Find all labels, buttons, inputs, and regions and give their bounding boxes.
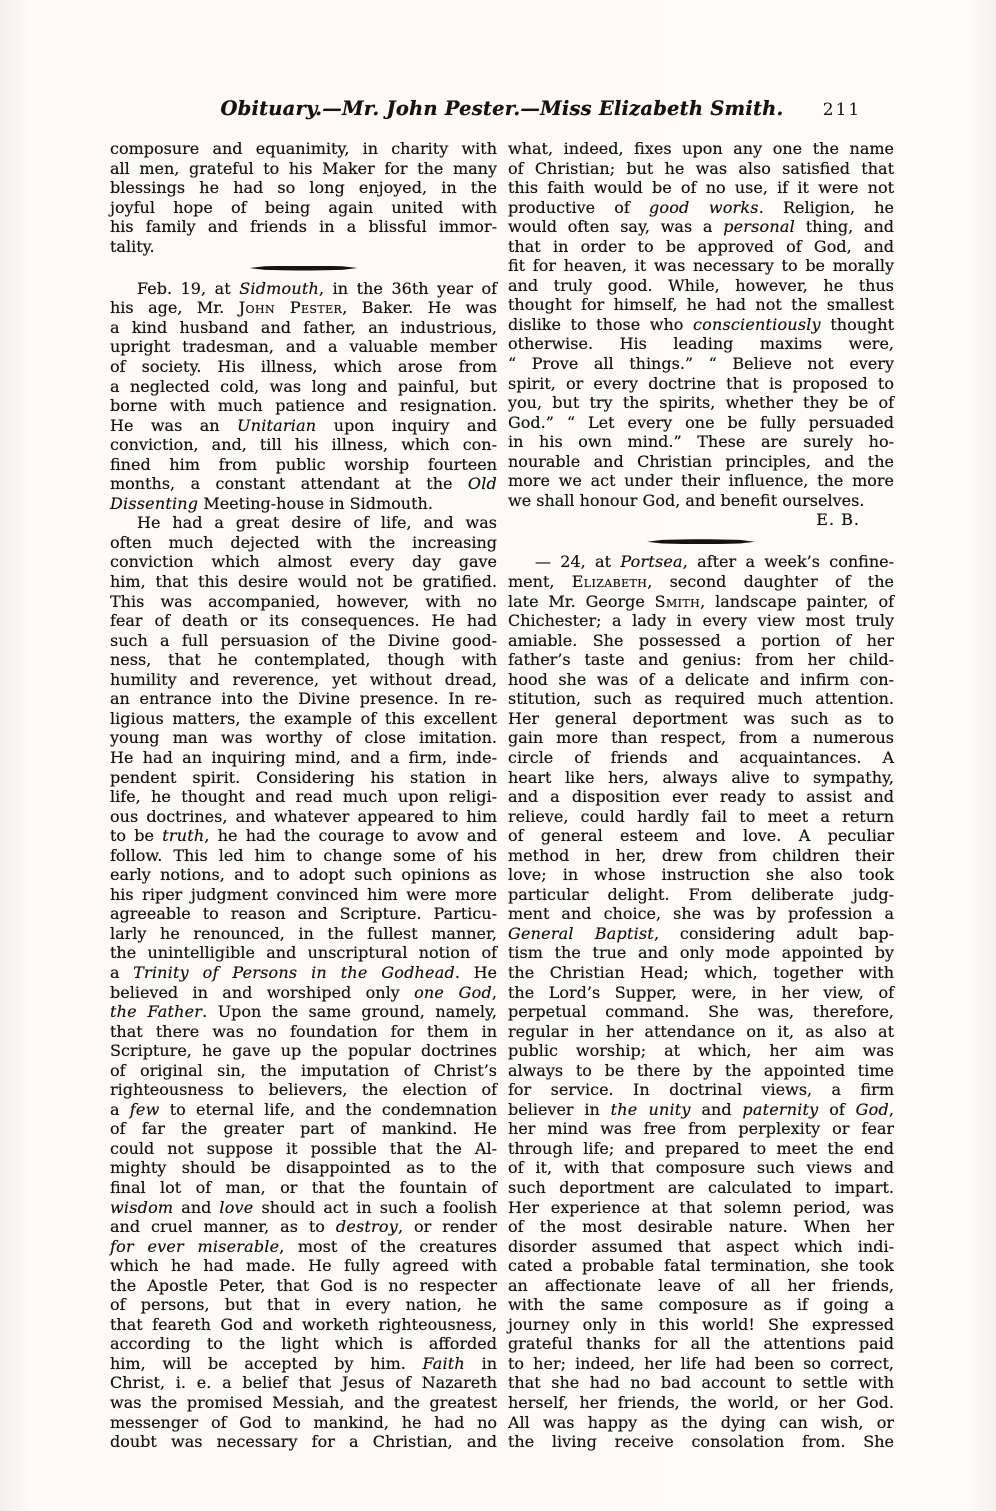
text-columns xyxy=(110,139,894,1452)
text-line: herself, her friends, the world, or her God. xyxy=(508,1393,894,1412)
text-line: relieve, could hardly fail to meet a return xyxy=(508,806,894,826)
text-line: perpetual command. She was, therefore, xyxy=(508,1002,894,1022)
text-line: early notions, and to adopt such opinions as xyxy=(110,865,497,885)
text-line: tality. xyxy=(110,236,155,256)
text-line: through life; and prepared to meet the end xyxy=(508,1138,894,1158)
text-line: Chichester; a lady in every view most truly xyxy=(508,611,894,631)
text-line: composure and equanimity, in charity with xyxy=(110,139,497,158)
text-line: months, a constant attendant at the Old xyxy=(110,474,497,494)
text-line: public worship; at which, her aim was xyxy=(508,1041,894,1061)
text-line: Her general deportment was such as to xyxy=(508,708,894,728)
text-line: pendent spirit. Considering his station in xyxy=(110,767,497,787)
text-line: Dissenting Meeting-house in Sidmouth. xyxy=(110,493,433,513)
text-line: believed in and worshiped only one God, xyxy=(110,982,497,1002)
divider-rule-icon xyxy=(647,539,755,544)
text-line: for ever miserable, most of the creatures xyxy=(110,1236,498,1256)
text-line: wisdom and love should act in such a foolish xyxy=(110,1197,497,1217)
text-line: you, but try the spirits, whether they be of xyxy=(508,393,894,413)
text-line: believer in the unity and paternity of God, xyxy=(508,1099,894,1119)
text-line: the living receive consolation from. She xyxy=(508,1432,894,1452)
text-line: Christ, i. e. a belief that Jesus of Nazareth xyxy=(110,1373,497,1393)
text-line: follow. This led him to change some of his xyxy=(110,845,497,865)
text-line: often much dejected with the increasing xyxy=(110,532,497,552)
text-line: All was happy as the dying can wish, or xyxy=(508,1412,894,1432)
text-line: with the same composure as if going a xyxy=(508,1295,894,1315)
text-line: General Baptist, considering adult bap- xyxy=(508,923,895,943)
text-line: according to the light which is afforded xyxy=(110,1334,497,1354)
text-line: of the most desirable nature. When her xyxy=(508,1217,894,1237)
text-line: fined him from public worship fourteen xyxy=(110,454,497,474)
text-line: late Mr. George Smith, landscape painter, of xyxy=(508,591,894,611)
text-line: agreeable to reason and Scripture. Particu- xyxy=(110,904,497,924)
text-line: young man was worthy of close imitation. xyxy=(110,728,497,748)
text-line: such a full persuasion of the Divine good- xyxy=(110,630,497,650)
text-line: of it, with that composure such views and xyxy=(508,1158,894,1178)
text-line: dislike to those who conscientiously thought xyxy=(508,314,894,334)
text-line: ligious matters, the example of this excellent xyxy=(110,708,497,728)
text-line: method in her, drew from children their xyxy=(508,845,894,865)
text-line: thought for himself, he had not the smallest xyxy=(508,295,894,315)
text-line: — 24, at Portsea, after a week’s confine- xyxy=(535,552,894,572)
text-line: a Trinity of Persons in the Godhead. He xyxy=(110,962,497,982)
text-line: Scripture, he gave up the popular doctrines xyxy=(110,1041,497,1061)
text-line: of Christian; but he was also satisfied that xyxy=(508,158,894,178)
text-line: her mind was free from perplexity or fear xyxy=(508,1119,894,1139)
text-line: this faith would be of no use, if it were not xyxy=(508,178,894,198)
text-line: to her; indeed, her life had been so correct, xyxy=(508,1353,894,1373)
text-line: He had a great desire of life, and was xyxy=(137,513,497,533)
text-line: productive of good works. Religion, he xyxy=(508,197,895,217)
text-line: was the promised Messiah, and the greatest xyxy=(110,1393,497,1412)
text-line: ous doctrines, and whatever appeared to him xyxy=(110,806,497,826)
column-right xyxy=(508,139,894,1452)
text-line: joyful hope of being again united with xyxy=(110,197,497,217)
text-line: of society. His illness, which arose from xyxy=(110,357,497,377)
text-line: an entrance into the Divine presence. In re- xyxy=(110,689,497,709)
text-line: amiable. She possessed a portion of her xyxy=(508,630,894,650)
text-line: larly he renounced, in the fullest manner, xyxy=(110,923,497,943)
text-line: and a disposition ever ready to assist and xyxy=(508,787,894,807)
text-line: ment, Elizabeth, second daughter of the xyxy=(508,572,894,592)
text-line: ness, that he contemplated, though with xyxy=(110,650,497,670)
text-line: that in order to be approved of God, and xyxy=(508,236,894,256)
text-line: the unintelligible and unscriptural notion of xyxy=(110,943,497,963)
text-line: love; in whose instruction she also took xyxy=(508,865,894,885)
text-line: that feareth God and worketh righteousness, xyxy=(110,1314,497,1334)
text-line: ment and choice, she was by profession a xyxy=(508,904,894,924)
text-line: mighty should be disappointed as to the xyxy=(110,1158,497,1178)
text-line: upright tradesman, and a valuable member xyxy=(110,337,497,357)
text-line: nourable and Christian principles, and the xyxy=(508,451,894,471)
text-line: more we act under their influence, the more xyxy=(508,471,894,491)
text-line: cated a probable fatal termination, she took xyxy=(508,1256,894,1276)
text-line: gain more than respect, from a numerous xyxy=(508,728,894,748)
text-line: God.” “ Let every one be fully persuaded xyxy=(508,412,894,432)
text-line: for service. In doctrinal views, a firm xyxy=(508,1080,894,1100)
text-line: such deportment are calculated to impart. xyxy=(508,1177,894,1197)
text-line: grateful thanks for all the attentions paid xyxy=(508,1334,894,1354)
text-line: conviction, and, till his illness, which con- xyxy=(110,435,497,455)
text-line: of far the greater part of mankind. He xyxy=(110,1119,497,1139)
column-left xyxy=(110,139,497,1452)
running-head xyxy=(110,97,894,120)
text-line: borne with much patience and resignation. xyxy=(110,396,497,416)
text-line: father’s taste and genius: from her child- xyxy=(508,650,894,670)
section-divider xyxy=(508,530,894,553)
text-line: righteousness to believers, the election of xyxy=(110,1080,497,1100)
page-number: 211 xyxy=(822,100,862,120)
text-line: of original sin, the imputation of Christ’s xyxy=(110,1060,497,1080)
divider-rule-icon xyxy=(250,266,358,271)
text-line: his age, Mr. John Pester, Baker. He was xyxy=(110,298,497,318)
text-line: particular delight. From deliberate judg- xyxy=(508,884,894,904)
text-line: the Apostle Peter, that God is no respecter xyxy=(110,1275,497,1295)
text-line: circle of friends and acquaintances. A xyxy=(508,747,894,767)
text-line: journey only in this world! She expressed xyxy=(508,1314,894,1334)
text-line: regular in her attendance on it, as also at xyxy=(508,1021,894,1041)
text-line: He was an Unitarian upon inquiry and xyxy=(110,415,497,435)
text-line: hood she was of a delicate and infirm con- xyxy=(508,669,894,689)
text-line: the Father. Upon the same ground, namely, xyxy=(110,1002,497,1022)
text-line: we shall honour God, and benefit ourselves. xyxy=(508,490,865,510)
text-line: “ Prove all things.” “ Believe not every xyxy=(508,354,894,374)
page-title: Obituary.—Mr. John Pester.—Miss Elizabeth Smith. xyxy=(220,97,784,120)
text-line: Feb. 19, at Sidmouth, in the 36th year of xyxy=(137,278,497,298)
text-line: and truly good. While, however, he thus xyxy=(508,275,894,295)
text-line: a neglected cold, was long and painful, but xyxy=(110,376,497,396)
text-line: humility and reverence, yet without dread, xyxy=(110,669,497,689)
section-divider xyxy=(110,256,497,279)
text-line: doubt was necessary for a Christian, and xyxy=(110,1432,497,1452)
text-line: disorder assumed that aspect which indi- xyxy=(508,1236,894,1256)
text-line: spirit, or every doctrine that is proposed to xyxy=(508,373,894,393)
text-line: He had an inquiring mind, and a firm, inde- xyxy=(110,747,497,767)
text-line: of general esteem and love. A peculiar xyxy=(508,826,894,846)
text-line: the Lord’s Supper, were, in her view, of xyxy=(508,982,894,1002)
text-line: the Christian Head; which, together with xyxy=(508,962,894,982)
text-line: This was accompanied, however, with no xyxy=(110,591,497,611)
text-line: life, he thought and read much upon religi- xyxy=(110,787,497,807)
text-line: fit for heaven, it was necessary to be morally xyxy=(508,256,894,276)
text-line: what, indeed, fixes upon any one the name xyxy=(508,139,894,158)
text-line: otherwise. His leading maxims were, xyxy=(508,334,894,354)
text-line: which he had made. He fully agreed with xyxy=(110,1256,497,1276)
text-line: always to be there by the appointed time xyxy=(508,1060,894,1080)
text-line: a few to eternal life, and the condemnation xyxy=(110,1099,498,1119)
text-line: heart like hers, always alive to sympathy, xyxy=(508,767,894,787)
text-line: fear of death or its consequences. He had xyxy=(110,611,497,631)
text-line: Her experience at that solemn period, was xyxy=(508,1197,894,1217)
text-line: conviction which almost every day gave xyxy=(110,552,497,572)
text-line: a kind husband and father, an industrious, xyxy=(110,317,497,337)
text-line: that she had no bad account to settle with xyxy=(508,1373,894,1393)
text-line: that there was no foundation for them in xyxy=(110,1021,497,1041)
text-line: of persons, but that in every nation, he xyxy=(110,1295,497,1315)
text-line: blessings he had so long enjoyed, in the xyxy=(110,178,497,198)
text-line: his riper judgment convinced him were more xyxy=(110,884,497,904)
text-line: in his own mind.” These are surely ho- xyxy=(508,432,894,452)
text-line: his family and friends in a blissful immor- xyxy=(110,217,497,237)
text-line: stitution, such as required much attention. xyxy=(508,689,894,709)
text-line: all men, grateful to his Maker for the many xyxy=(110,158,497,178)
text-line: an affectionate leave of all her friends, xyxy=(508,1275,894,1295)
text-line: and cruel manner, as to destroy, or render xyxy=(110,1217,498,1237)
text-line: to be truth, he had the courage to avow and xyxy=(110,826,497,846)
text-line: could not suppose it possible that the Al- xyxy=(110,1138,497,1158)
text-line: would often say, was a personal thing, and xyxy=(508,217,894,237)
text-line: him, will be accepted by him. Faith in xyxy=(110,1353,497,1373)
text-line: him, that this desire would not be gratified. xyxy=(110,572,497,592)
author-signature: E. B. xyxy=(816,510,860,530)
text-line: tism the true and only mode appointed by xyxy=(508,943,894,963)
text-line: messenger of God to mankind, he had no xyxy=(110,1412,497,1432)
text-line: final lot of man, or that the fountain of xyxy=(110,1177,497,1197)
